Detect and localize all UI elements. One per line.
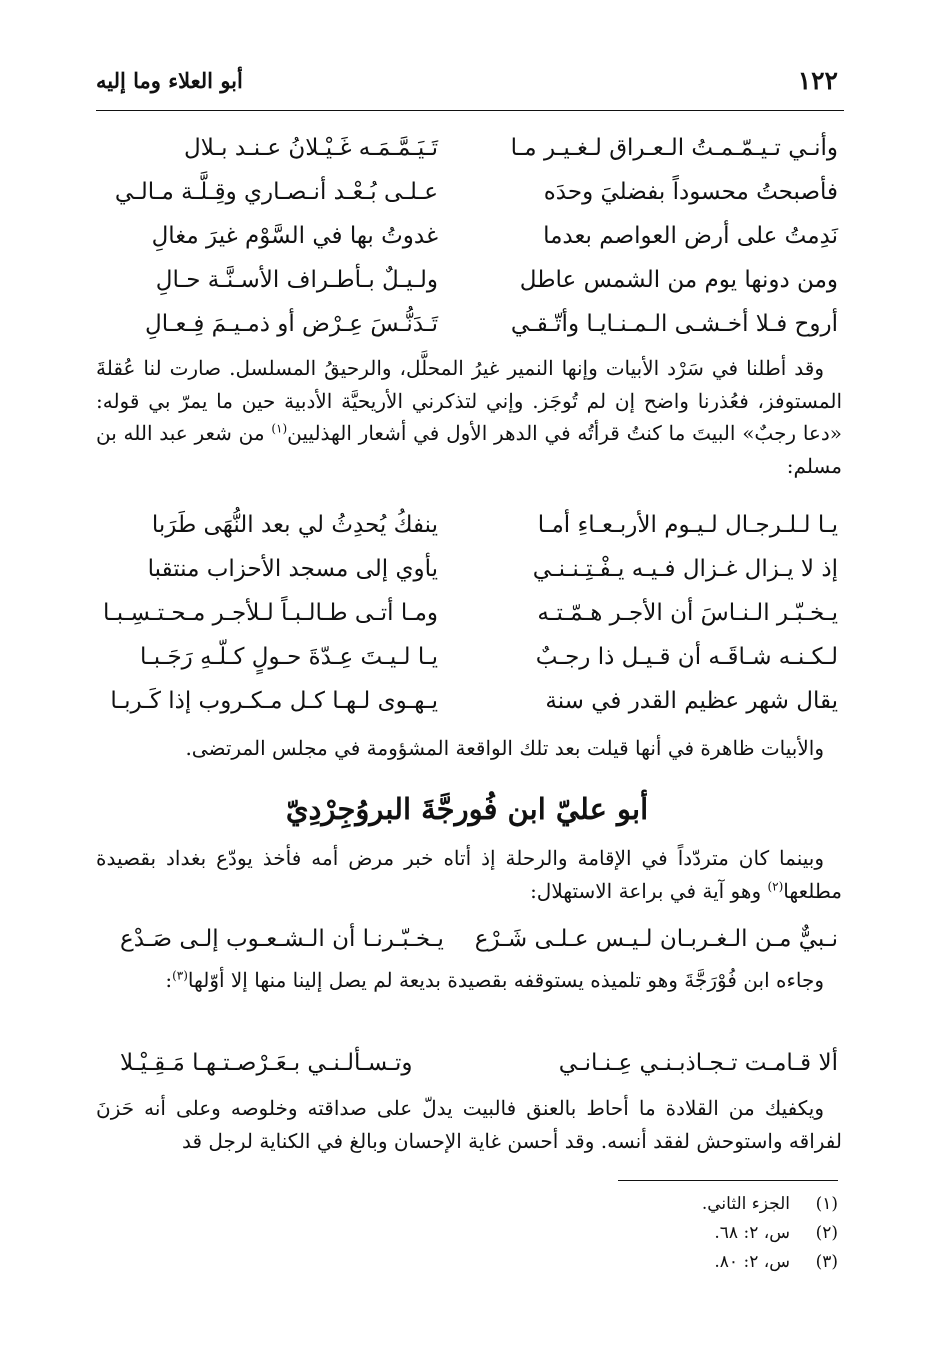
verse-second-hemistich: يأوي إلى مسجد الأحزاب منتقبا [147, 556, 438, 582]
poem-block-1 [96, 135, 838, 355]
paragraph-text: ويكفيك من القلادة ما أحاط بالعنق فالبيت يدلّ على صداقته وخلوصه وعلى أنه حَزنَ لفراقه واستوحش لفقد أنسه. وقد أحسن غاية الإحسان وبالغ في الكناية لرجل قد [96, 1096, 842, 1153]
verse-line [96, 267, 838, 311]
verse-first-hemistich: إذ لا يـزال غـزال فـيـه يـفْـتِـنـنـي [532, 556, 838, 582]
verse-first-hemistich: نَدِمتُ على أرض العواصم بعدما [543, 223, 838, 249]
verse-first-hemistich: نـبيٌّ مـن الـغـربـان لـيـس عـلـى شَـرْع [474, 926, 838, 952]
footnote-ref: (٣) [172, 968, 188, 983]
footnote [438, 1219, 838, 1248]
paragraph-text-end: وهو آية في براعة الاستهلال: [530, 878, 768, 903]
footnotes [438, 1190, 838, 1277]
verse-first-hemistich: يـا لـلـرجـال لـيـوم الأربـعـاءِ أمـا [537, 512, 838, 538]
paragraph-text: وقد أطلنا في سَرْد الأبيات وإنها النمير غيرُ المحلَّل، والرحيقُ المسلسل. صارت لنا عُقلةَ المستوفز، فعُذرنا واضح إن لم تُوجَز. وإني لتذكرني الأريحيَّة الأدبية حين ما يمرّ بي قوله: «دعا رجبٌ» البيتَ ما كنتُ قرأتُه في الدهر الأول في أشعار الهذليين [96, 356, 842, 445]
verse-line [96, 512, 838, 556]
footnote-text: س، ٢: ٦٨. [714, 1223, 790, 1243]
running-title: أبو العلاء وما إليه [96, 68, 243, 93]
footnote-number: (١) [815, 1194, 838, 1214]
verse-second-hemistich: ولـيـلٌ بـأطـراف الأسـنَّـة حـالِ [155, 267, 438, 293]
verse-first-hemistich: لـكـنـه شـاقَـه أن قـيـل ذا رجـبٌ [535, 644, 838, 670]
verse-line [120, 926, 838, 966]
verse-line [96, 688, 838, 732]
paragraph-text: والأبيات ظاهرة في أنها قيلت بعد تلك الواقعة المشؤومة في مجلس المرتضى. [185, 736, 824, 760]
poem-block-2 [96, 512, 838, 732]
footnote-ref: (١) [271, 421, 288, 436]
verse-line [96, 311, 838, 355]
verse-second-hemistich: تَـدَنُّـسَ عِـرْض أو ذمـيـمَ فِـعـالِ [145, 311, 438, 337]
paragraph-5 [96, 1092, 842, 1157]
footnote-rule [618, 1180, 838, 1181]
footnote-number: (٣) [815, 1252, 838, 1272]
footnote-text: الجزء الثاني. [701, 1194, 790, 1214]
paragraph-1 [96, 352, 842, 482]
verse-line [96, 135, 838, 179]
verse-second-hemistich: غدوتُ بها في السَّوْم غيرَ مغالِ [151, 223, 438, 249]
verse-second-hemistich: يـهـوى لـهـا كـل مـكـروب إذا كَـربـا [110, 688, 438, 714]
verse-line [96, 223, 838, 267]
verse-line [96, 179, 838, 223]
footnote [438, 1248, 838, 1277]
verse-second-hemistich: ومـا أتـى طـالـبـاً لـلأجـر مـحـتـسِـبـا [103, 600, 438, 626]
verse-first-hemistich: أروح فـلا أخـشـى الـمـنـايـا وأتّـقـي [510, 311, 838, 337]
verse-second-hemistich: ينفكُ يُحدِثُ لي بعد النُّهَى طَرَبا [151, 512, 438, 538]
verse-first-hemistich: يقال شهر عظيم القدر في سنة [545, 688, 838, 714]
paragraph-2 [96, 732, 842, 765]
verse-second-hemistich: عـلـى بُـعْـد أنـصـاري وقِـلَّـة مـالـي [114, 179, 438, 205]
verse-second-hemistich: يـخـبّـرنـا أن الـشـعـوب إلـى صَـدْع [120, 926, 444, 952]
paragraph-text: وجاءه ابن فُوْرَجَّةَ وهو تلميذه يستوقفه بقصيدة بديعة لم يصل إلينا منها إلا أوّلها [187, 968, 824, 992]
verse-first-hemistich: يـخـبّـر الـنـاسَ أن الأجـر هـمّـتـه [537, 600, 838, 626]
paragraph-text: وبينما كان متردّداً في الإقامة والرحلة إذ أتاه خبر مرض أمه فأخذ يودّع بغداد بقصيدة مطلعها [96, 846, 842, 903]
footnote-ref: (٢) [767, 878, 784, 893]
paragraph-text-end: : [165, 968, 173, 992]
page-number: ١٢٢ [797, 66, 838, 95]
footnote [438, 1190, 838, 1219]
running-header [96, 62, 838, 102]
footnote-number: (٢) [815, 1223, 838, 1243]
verse-line [96, 600, 838, 644]
paragraph-4 [96, 964, 842, 997]
verse-line [96, 556, 838, 600]
verse-line [96, 644, 838, 688]
footnote-text: س، ٢: ٨٠. [714, 1252, 790, 1272]
paragraph-3 [96, 842, 842, 907]
verse-first-hemistich: ومن دونها يوم من الشمس عاطل [519, 267, 838, 293]
verse-first-hemistich: ألا قـامـت تـجـاذبـنـي عِـنـانـي [558, 1050, 838, 1076]
verse-second-hemistich: وتـسـألـنـي بـعَـرْصـتـهـا مَـقِـيْـلا [120, 1050, 413, 1076]
section-heading: أبو عليّ ابن فُورجَّةَ البروُجِرْدِيّ [285, 792, 649, 826]
verse-line [120, 1050, 838, 1090]
verse-first-hemistich: وأنـي تـيـمّـمـتُ الـعـراق لـغـيـر مـا [510, 135, 838, 161]
paragraph-text-end: من شعر عبد الله بن مسلم: [96, 421, 842, 478]
verse-second-hemistich: يـا لـيـتَ عِـدّةَ حـولٍ كـلّـهِ رَجَـبـا [140, 644, 438, 670]
header-rule [96, 110, 844, 111]
verse-first-hemistich: فأصبحتُ محسوداً بفضليَ وحدَه [543, 179, 838, 205]
verse-second-hemistich: تَـيَـمَّـمَـه غَـيْـلانُ عـنـد بـلال [184, 135, 438, 161]
